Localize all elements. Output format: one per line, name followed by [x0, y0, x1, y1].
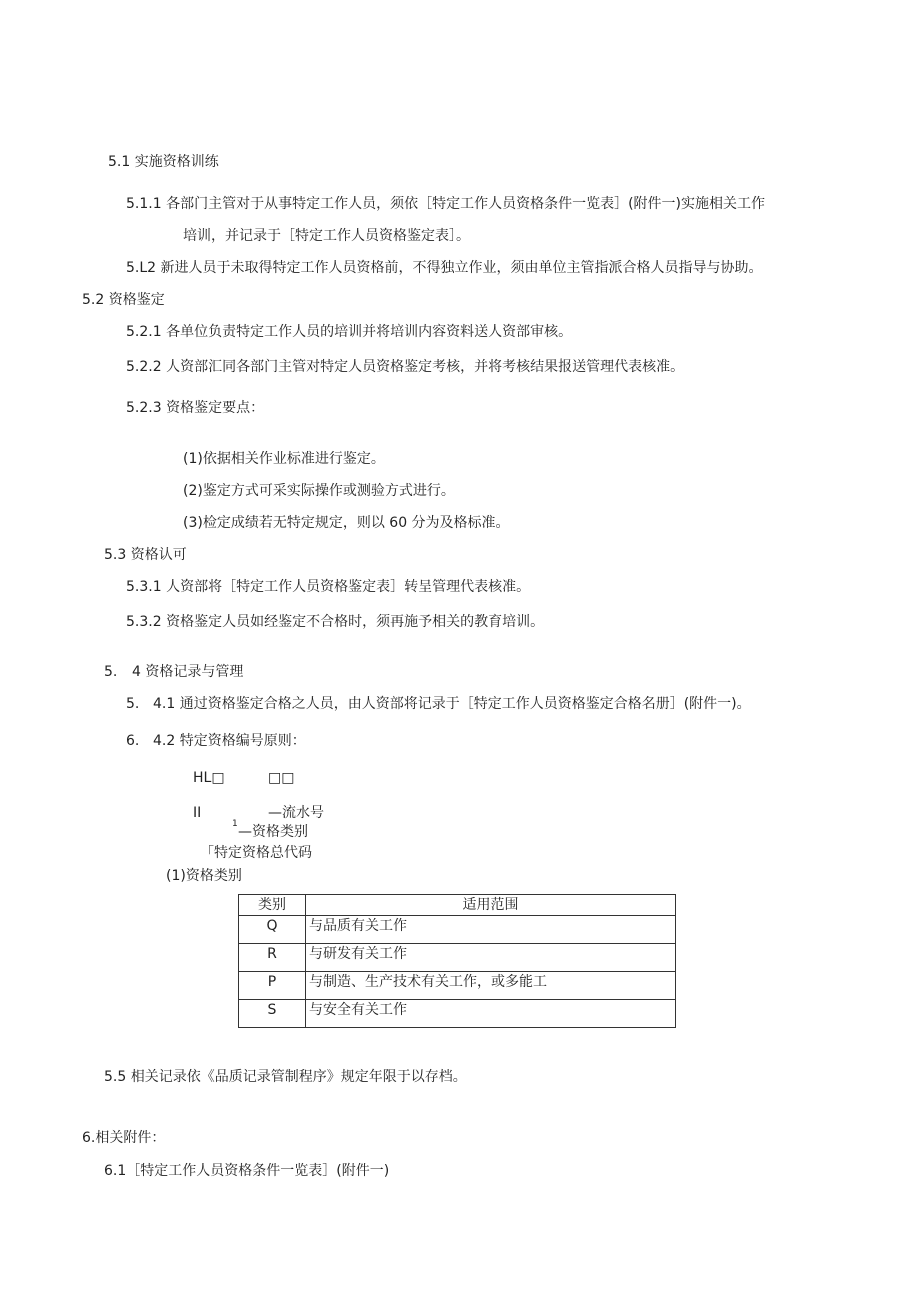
category-scope: 与品质有关工作 [306, 916, 676, 944]
category-code: P [239, 972, 306, 1000]
paragraph-5-1-2: 5.L2 新进人员于未取得特定工作人员资格前，不得独立作业，须由单位主管指派合格人员指导与协助。 [126, 260, 763, 276]
category-code: S [239, 1000, 306, 1028]
table-header-row [239, 895, 676, 916]
column-header-category: 类别 [239, 895, 306, 916]
code-suffix: □□ [268, 770, 295, 786]
code-serial-label: —流水号 [268, 805, 324, 821]
table-row [239, 1000, 676, 1028]
section-5-2-heading: 5.2 资格鉴定 [82, 292, 165, 308]
section-5-4-heading: 4 资格记录与管理 [132, 664, 244, 680]
paragraph-5-4-1-number: 5. [126, 696, 140, 712]
code-total-label: 「特定资格总代码 [200, 845, 312, 861]
paragraph-5-4-1: 4.1 通过资格鉴定合格之人员，由人资部将记录于［特定工作人员资格鉴定合格名册］(附件一)。 [153, 696, 751, 712]
code-category-label: —资格类别 [238, 824, 308, 840]
paragraph-5-3-1: 5.3.1 人资部将［特定工作人员资格鉴定表］转呈管理代表核准。 [126, 579, 531, 595]
section-5-3-heading: 5.3 资格认可 [104, 547, 187, 563]
list-item: (3)检定成绩若无特定规定，则以 60 分为及格标准。 [183, 515, 510, 531]
code-prefix: HL□ [193, 770, 225, 786]
table-row [239, 944, 676, 972]
section-6-heading: 6.相关附件： [82, 1130, 166, 1146]
paragraph-5-2-2: 5.2.2 人资部汇同各部门主管对特定人员资格鉴定考核，并将考核结果报送管理代表核准。 [126, 359, 685, 375]
paragraph-6-1: 6.1［特定工作人员资格条件一览表］(附件一) [104, 1163, 390, 1179]
table-row [239, 972, 676, 1000]
code-category-mark: 1 [232, 819, 238, 829]
paragraph-5-1-1-line2: 培训，并记录于［特定工作人员资格鉴定表］。 [183, 228, 470, 244]
code-bracket: II [193, 805, 202, 821]
category-code: Q [239, 916, 306, 944]
column-header-scope: 适用范围 [306, 895, 676, 916]
paragraph-5-1-1-line1: 5.1.1 各部门主管对于从事特定工作人员，须依［特定工作人员资格条件一览表］(附件一)实施相关工作 [126, 196, 765, 212]
table-row [239, 916, 676, 944]
paragraph-5-3-2: 5.3.2 资格鉴定人员如经鉴定不合格时，须再施予相关的教育培训。 [126, 614, 545, 630]
list-item: (1)依据相关作业标准进行鉴定。 [183, 451, 385, 467]
category-scope: 与安全有关工作 [306, 1000, 676, 1028]
category-code: R [239, 944, 306, 972]
paragraph-5-4-2-number: 6. [126, 733, 140, 749]
section-5-1-heading: 5.1 实施资格训练 [108, 154, 219, 170]
category-table [238, 894, 676, 1028]
list-item: (2)鉴定方式可采实际操作或测验方式进行。 [183, 483, 455, 499]
section-5-5: 5.5 相关记录依《品质记录管制程序》规定年限于以存档。 [104, 1069, 467, 1085]
section-5-4-number: 5. [104, 664, 118, 680]
table-title: (1)资格类别 [166, 868, 242, 884]
paragraph-5-2-3: 5.2.3 资格鉴定要点： [126, 400, 265, 416]
paragraph-5-2-1: 5.2.1 各单位负责特定工作人员的培训并将培训内容资料送人资部审核。 [126, 324, 573, 340]
paragraph-5-4-2: 4.2 特定资格编号原则： [153, 733, 306, 749]
category-scope: 与研发有关工作 [306, 944, 676, 972]
category-scope: 与制造、生产技术有关工作，或多能工 [306, 972, 676, 1000]
